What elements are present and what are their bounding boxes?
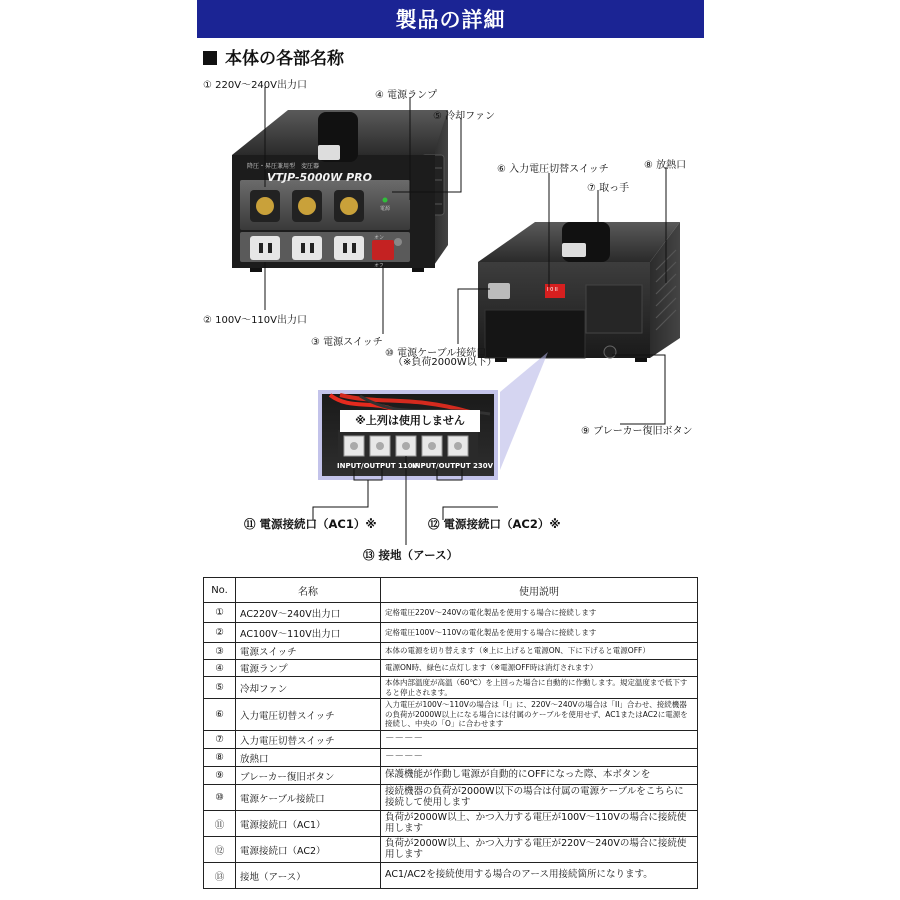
label-cooling-fan: ⑤ 冷却ファン xyxy=(433,111,495,122)
label-cable-inlet: ⑩ 電源ケーブル接続口 xyxy=(385,348,487,359)
front-transformer xyxy=(232,110,448,272)
table-row xyxy=(204,767,698,785)
row-name: 電源スイッチ xyxy=(236,643,381,660)
row-desc: 本体の電源を切り替えます（※上に上げると電源ON、下に下げると電源OFF） xyxy=(381,643,698,660)
on-text: オン xyxy=(374,235,385,241)
inlet-icon xyxy=(488,283,510,299)
row-name: 電源ケーブル接続口 xyxy=(236,785,381,811)
terminal-note: ※上列は使用しません xyxy=(340,410,480,432)
row-desc: 接続機器の負荷が2000W以下の場合は付属の電源ケーブルをこちらに接続して使用します xyxy=(381,785,698,811)
row-no: ⑫ xyxy=(204,837,236,863)
row-desc: 定格電圧220V～240Vの電化製品を使用する場合に接続します xyxy=(381,603,698,623)
row-no: ⑨ xyxy=(204,767,236,785)
row-name: 冷却ファン xyxy=(236,677,381,699)
row-no: ⑬ xyxy=(204,863,236,889)
label-handle: ⑦ 取っ手 xyxy=(587,183,630,194)
banner-title: 製品の詳細 xyxy=(395,8,506,32)
table-row xyxy=(204,623,698,643)
table-row xyxy=(204,699,698,731)
label-breaker: ⑨ ブレーカー復旧ボタン xyxy=(581,426,693,437)
header-name: 名称 xyxy=(236,578,381,603)
row-desc: 本体内部温度が高温（60℃）を上回った場合に自動的に作動します。規定温度まで低下すると停止されます。 xyxy=(381,677,698,699)
row-desc: 定格電圧100V～110Vの電化製品を使用する場合に接続します xyxy=(381,623,698,643)
front-tag-text: 降圧・昇圧兼用型 変圧器 xyxy=(247,163,320,170)
label-power-switch: ③ 電源スイッチ xyxy=(311,337,383,348)
table-row xyxy=(204,660,698,677)
back-transformer xyxy=(478,222,680,362)
table-row xyxy=(204,731,698,749)
terminal-right-label: INPUT/OUTPUT 230V xyxy=(412,462,494,470)
row-no: ⑦ xyxy=(204,731,236,749)
breaker-button-icon xyxy=(604,346,616,358)
row-no: ⑪ xyxy=(204,811,236,837)
label-output-220: ① 220V～240V出力口 xyxy=(203,80,307,91)
socket-220-icons xyxy=(250,190,364,222)
row-no: ③ xyxy=(204,643,236,660)
lamp-text: 電源 xyxy=(380,206,391,212)
power-lamp-icon xyxy=(383,198,388,203)
row-name: 入力電圧切替スイッチ xyxy=(236,731,381,749)
label-input-selector: ⑥ 入力電圧切替スイッチ xyxy=(497,164,609,175)
row-name: 放熱口 xyxy=(236,749,381,767)
row-name: 電源接続口（AC1） xyxy=(236,811,381,837)
parts-table xyxy=(203,577,698,889)
label-ac2: ⑫ 電源接続口（AC2）※ xyxy=(428,517,561,531)
row-desc: －－－－ xyxy=(381,749,698,767)
row-no: ⑤ xyxy=(204,677,236,699)
table-row xyxy=(204,749,698,767)
row-desc: AC1/AC2を接続使用する場合のアース用接続箇所になります。 xyxy=(381,863,698,889)
row-no: ② xyxy=(204,623,236,643)
row-no: ⑧ xyxy=(204,749,236,767)
switch-text: I 0 II xyxy=(547,287,558,293)
off-text: オフ xyxy=(374,263,384,269)
section-title-text: 本体の各部名称 xyxy=(225,49,344,69)
row-desc: －－－－ xyxy=(381,731,698,749)
table-header-row xyxy=(204,578,698,603)
socket-110-icons xyxy=(250,236,364,260)
table-row xyxy=(204,785,698,811)
table-row xyxy=(204,643,698,660)
row-name: AC100V～110V出力口 xyxy=(236,623,381,643)
header-no: No. xyxy=(204,578,236,603)
row-desc: 保護機能が作動し電源が自動的にOFFになった際、本ボタンを xyxy=(381,767,698,785)
row-desc: 電源ON時、緑色に点灯します（※電源OFF時は消灯されます） xyxy=(381,660,698,677)
row-name: 電源接続口（AC2） xyxy=(236,837,381,863)
row-no: ④ xyxy=(204,660,236,677)
table-row xyxy=(204,603,698,623)
row-name: ブレーカー復旧ボタン xyxy=(236,767,381,785)
label-cable-inlet-note: （※負荷2000W以下） xyxy=(393,357,497,368)
row-name: AC220V～240V出力口 xyxy=(236,603,381,623)
label-vent: ⑧ 放熱口 xyxy=(644,160,687,171)
power-switch-icon xyxy=(372,240,394,260)
table-row xyxy=(204,837,698,863)
row-desc: 負荷が2000W以上、かつ入力する電圧が220V～240Vの場合に接続使用します xyxy=(381,837,698,863)
model-text: VTJP-5000W PRO xyxy=(267,171,373,184)
label-ac1: ⑪ 電源接続口（AC1）※ xyxy=(244,517,377,531)
table-row xyxy=(204,863,698,889)
table-row xyxy=(204,677,698,699)
row-desc: 負荷が2000W以上、かつ入力する電圧が100V～110Vの場合に接続使用します xyxy=(381,811,698,837)
label-earth: ⑬ 接地（アース） xyxy=(363,548,459,562)
terminal-left-label: INPUT/OUTPUT 110V xyxy=(337,462,419,470)
table-row xyxy=(204,811,698,837)
row-name: 電源ランプ xyxy=(236,660,381,677)
row-no: ① xyxy=(204,603,236,623)
header-desc: 使用説明 xyxy=(381,578,698,603)
label-output-110: ② 100V～110V出力口 xyxy=(203,315,307,326)
row-name: 接地（アース） xyxy=(236,863,381,889)
label-power-lamp: ④ 電源ランプ xyxy=(375,90,438,101)
row-no: ⑥ xyxy=(204,699,236,731)
row-no: ⑩ xyxy=(204,785,236,811)
row-desc: 入力電圧が100V～110Vの場合は「I」に、220V～240Vの場合は「II」合わせ、接続機器の負荷が2000W以上になる場合には付属のケーブルを使用せず、AC1またはAC2に電源を接続し、中央の「O」に合わせます xyxy=(381,699,698,731)
row-name: 入力電圧切替スイッチ xyxy=(236,699,381,731)
